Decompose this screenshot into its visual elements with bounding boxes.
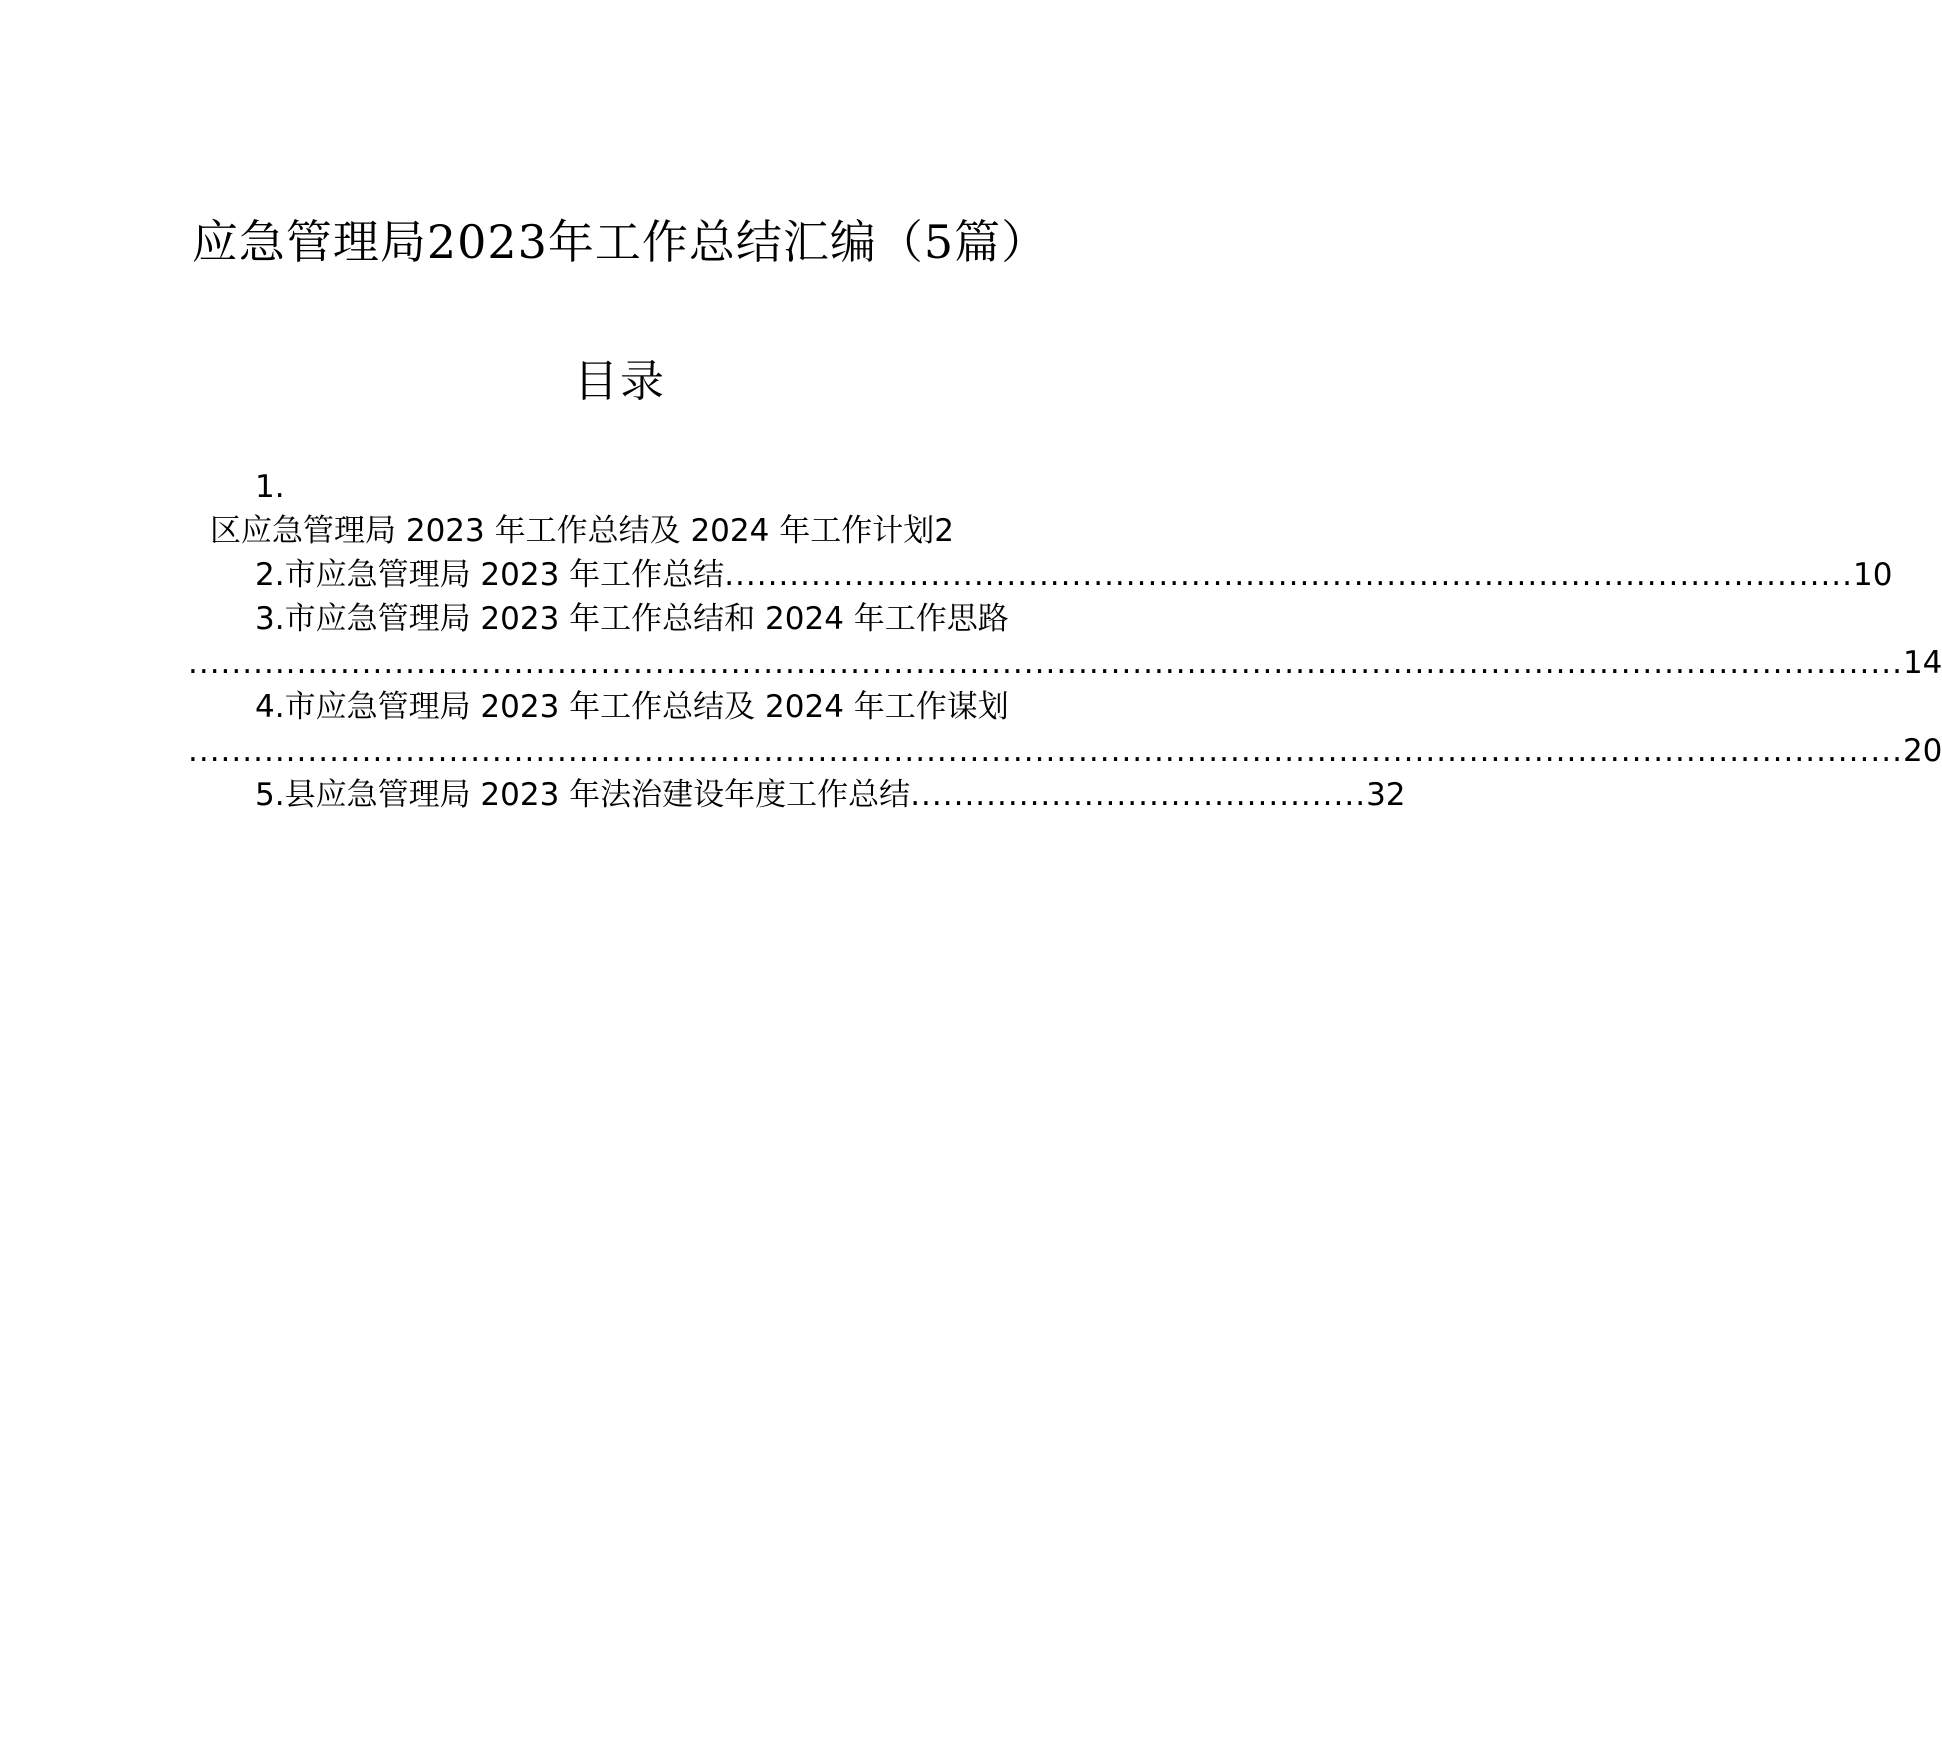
toc-heading: 目录 (574, 356, 666, 407)
title-mid: 年工作总结汇编（ (547, 215, 924, 269)
toc-entry-label: 区应急管理局 2023 年工作总结及 2024 年工作计划 (210, 513, 935, 549)
toc-entry-4-leader-line (188, 729, 1942, 773)
toc-entry-page: 20 (1902, 733, 1942, 769)
toc-entry-page: 2 (934, 513, 954, 549)
toc-entry-number: 1. (255, 469, 285, 505)
toc-entry-3[interactable] (190, 597, 1050, 641)
document-title (0, 212, 1240, 272)
toc-entry-label: 5.县应急管理局 2023 年法治建设年度工作总结 (255, 777, 911, 813)
toc-leader-dots: .............................................................................................................................................................. (188, 645, 1903, 681)
toc-leader-dots: .......................................... (910, 777, 1367, 813)
title-year: 2023 (426, 215, 548, 269)
toc-entry-label: 3.市应急管理局 2023 年工作总结和 2024 年工作思路 (255, 601, 1009, 637)
toc-entry-label: 2.市应急管理局 2023 年工作总结 (255, 557, 725, 593)
toc-entry-page: 10 (1853, 557, 1893, 593)
table-of-contents (188, 465, 1942, 817)
toc-entry-page: 14 (1902, 645, 1942, 681)
toc-leader-dots: .............................................................................................................................................................. (188, 733, 1903, 769)
toc-entry-4[interactable] (190, 685, 1050, 729)
toc-entry-3-leader-line (188, 641, 1942, 685)
toc-entry-1-number-line (190, 465, 1050, 509)
toc-entry-2[interactable] (190, 553, 1893, 597)
toc-leader-dots: ........................................................................................................ (724, 557, 1854, 593)
title-count: 5 (923, 215, 955, 269)
toc-entry-1[interactable] (190, 509, 1050, 553)
title-prefix: 应急管理局 (191, 215, 427, 269)
toc-entry-label: 4.市应急管理局 2023 年工作总结及 2024 年工作谋划 (255, 689, 1009, 725)
title-suffix: 篇） (954, 215, 1049, 269)
toc-entry-page: 32 (1366, 777, 1406, 813)
toc-entry-5[interactable] (190, 773, 1406, 817)
